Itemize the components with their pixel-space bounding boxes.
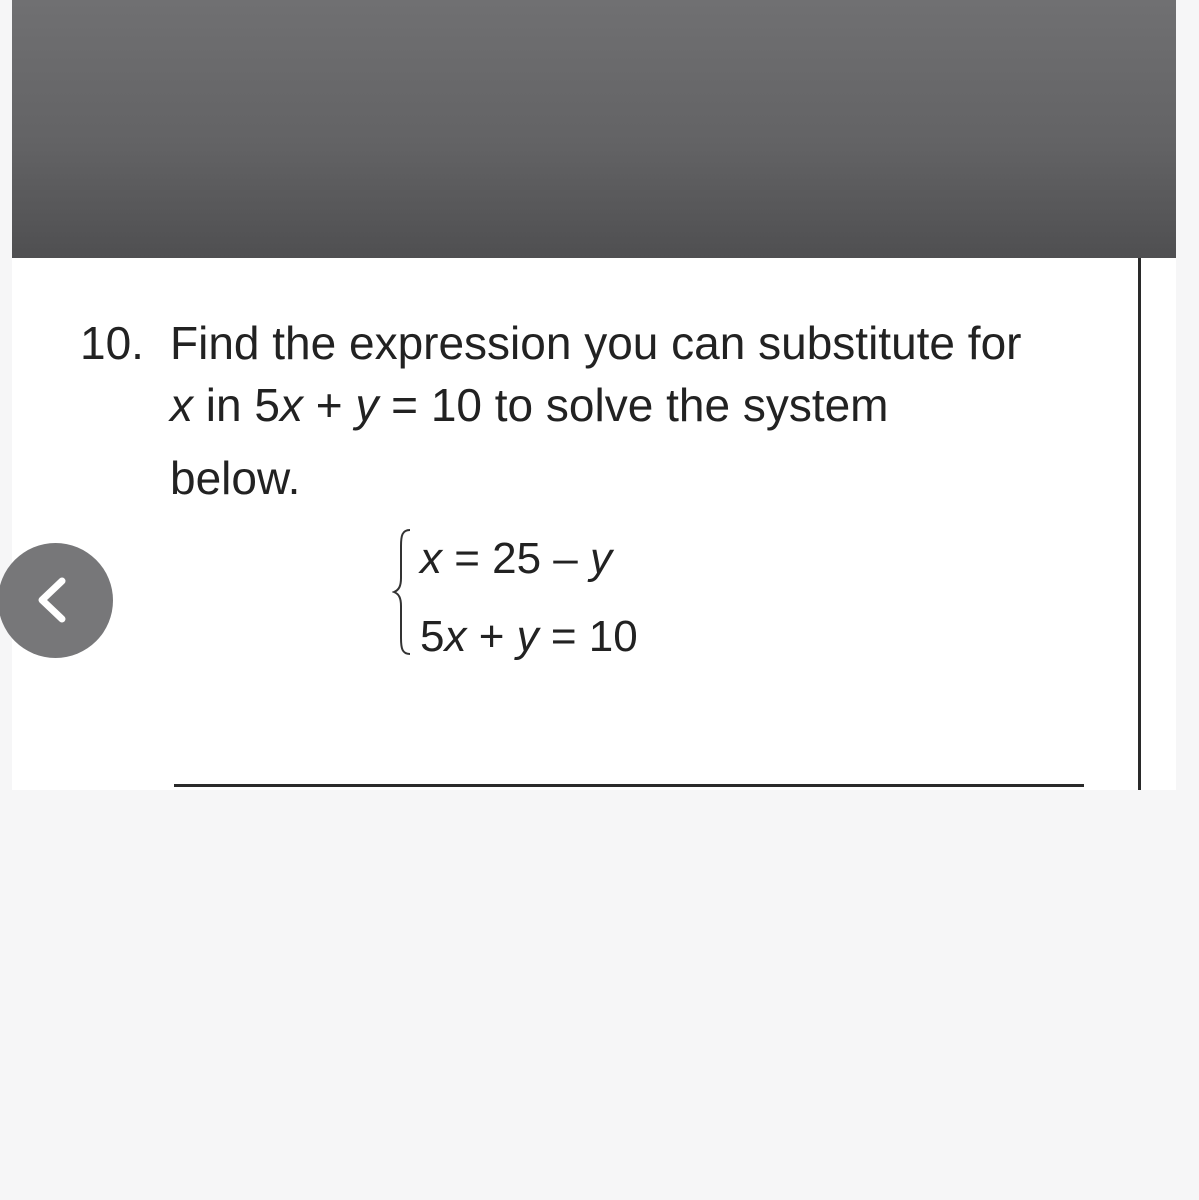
- coef-5: 5: [254, 379, 280, 431]
- question-text-line-1: Find the expression you can substitute for: [170, 317, 1022, 369]
- back-button[interactable]: [0, 543, 113, 658]
- equation-1-mid: = 25 –: [442, 534, 591, 583]
- page-border-right: [1138, 258, 1141, 790]
- chevron-left-icon: [28, 575, 78, 625]
- plus-sign: +: [302, 379, 356, 431]
- image-viewer: [12, 0, 1176, 790]
- var-y: y: [590, 534, 613, 583]
- answer-line: [174, 784, 1084, 787]
- plus-sign: +: [466, 612, 517, 661]
- equation-rest: = 10 to solve the system: [378, 379, 889, 431]
- equation-2: [420, 612, 638, 662]
- equation-1: [420, 534, 612, 584]
- question-number: 10.: [80, 317, 144, 369]
- var-x: x: [420, 534, 442, 583]
- coef-5: 5: [420, 612, 445, 661]
- var-x: x: [444, 612, 467, 661]
- question-text-line-3: below.: [170, 452, 301, 504]
- equation-2-rest: = 10: [538, 612, 638, 661]
- worksheet-page: [12, 258, 1176, 790]
- var-x: x: [279, 379, 303, 431]
- var-y: y: [516, 612, 539, 661]
- brace-icon: [392, 528, 414, 656]
- question-text-line-2: [170, 378, 889, 432]
- text-in: in: [193, 379, 255, 431]
- photo-dark-region: [12, 0, 1176, 258]
- var-x: x: [170, 379, 193, 431]
- equation-system: [392, 528, 712, 661]
- var-y: y: [355, 379, 379, 431]
